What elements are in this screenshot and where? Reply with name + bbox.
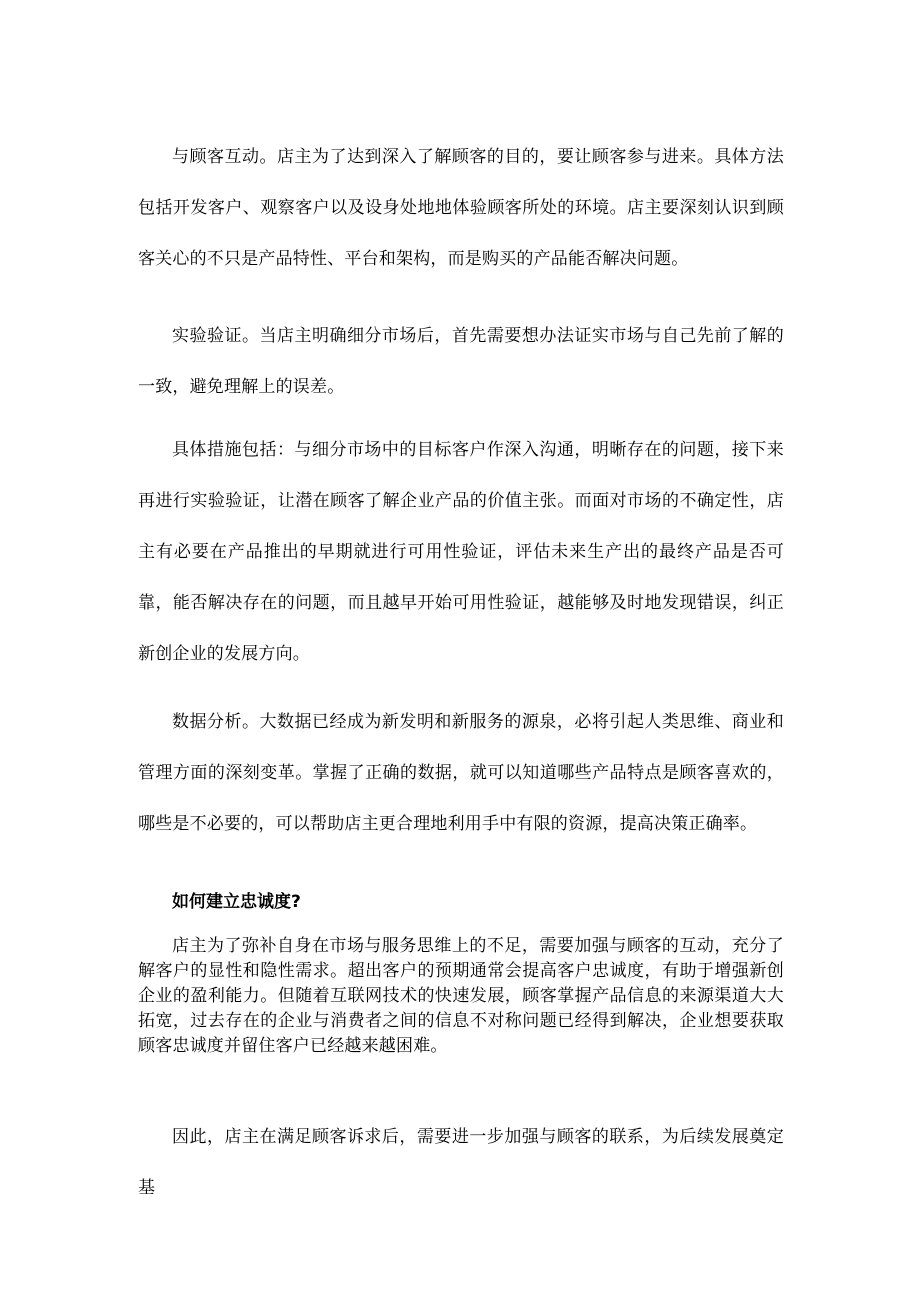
paragraph-experiment-verification: 实验验证。当店主明确细分市场后，首先需要想办法证实市场与自己先前了解的一致，避免理解上的误差。 <box>138 326 784 397</box>
paragraph-customer-interaction: 与顾客互动。店主为了达到深入了解顾客的目的，要让顾客参与进来。具体方法包括开发客户、观察客户以及设身处地地体验顾客所处的环境。店主要深刻认识到顾客关心的不只是产品特性、平台和架构，而是购买的产品能否解决问题。 <box>138 147 784 269</box>
paragraph-data-analysis: 数据分析。大数据已经成为新发明和新服务的源泉，必将引起人类思维、商业和管理方面的深刻变革。掌握了正确的数据，就可以知道哪些产品特点是顾客喜欢的，哪些是不必要的，可以帮助店主更合理地利用手中有限的资源，提高决策正确率。 <box>138 712 784 834</box>
paragraph-loyalty-intro: 店主为了弥补自身在市场与服务思维上的不足，需要加强与顾客的互动，充分了解客户的显性和隐性需求。超出客户的预期通常会提高客户忠诚度，有助于增强新创企业的盈利能力。但随着互联网技术的快速发展，顾客掌握产品信息的来源渠道大大拓宽，过去存在的企业与消费者之间的信息不对称问题已经得到解决，企业想要获取顾客忠诚度并留住客户已经越来越困难。 <box>138 936 784 1056</box>
paragraph-loyalty-followup: 因此，店主在满足顾客诉求后，需要进一步加强与顾客的联系，为后续发展奠定基 <box>138 1127 784 1198</box>
section-heading-loyalty: 如何建立忠诚度? <box>172 892 301 912</box>
paragraph-specific-measures: 具体措施包括：与细分市场中的目标客户作深入沟通，明晰存在的问题，接下来再进行实验验证，让潜在顾客了解企业产品的价值主张。而面对市场的不确定性，店主有必要在产品推出的早期就进行可用性验证，评估未来生产出的最终产品是否可靠，能否解决存在的问题，而且越早开始可用性验证，越能够及时地发现错误，纠正新创企业的发展方向。 <box>138 440 784 664</box>
